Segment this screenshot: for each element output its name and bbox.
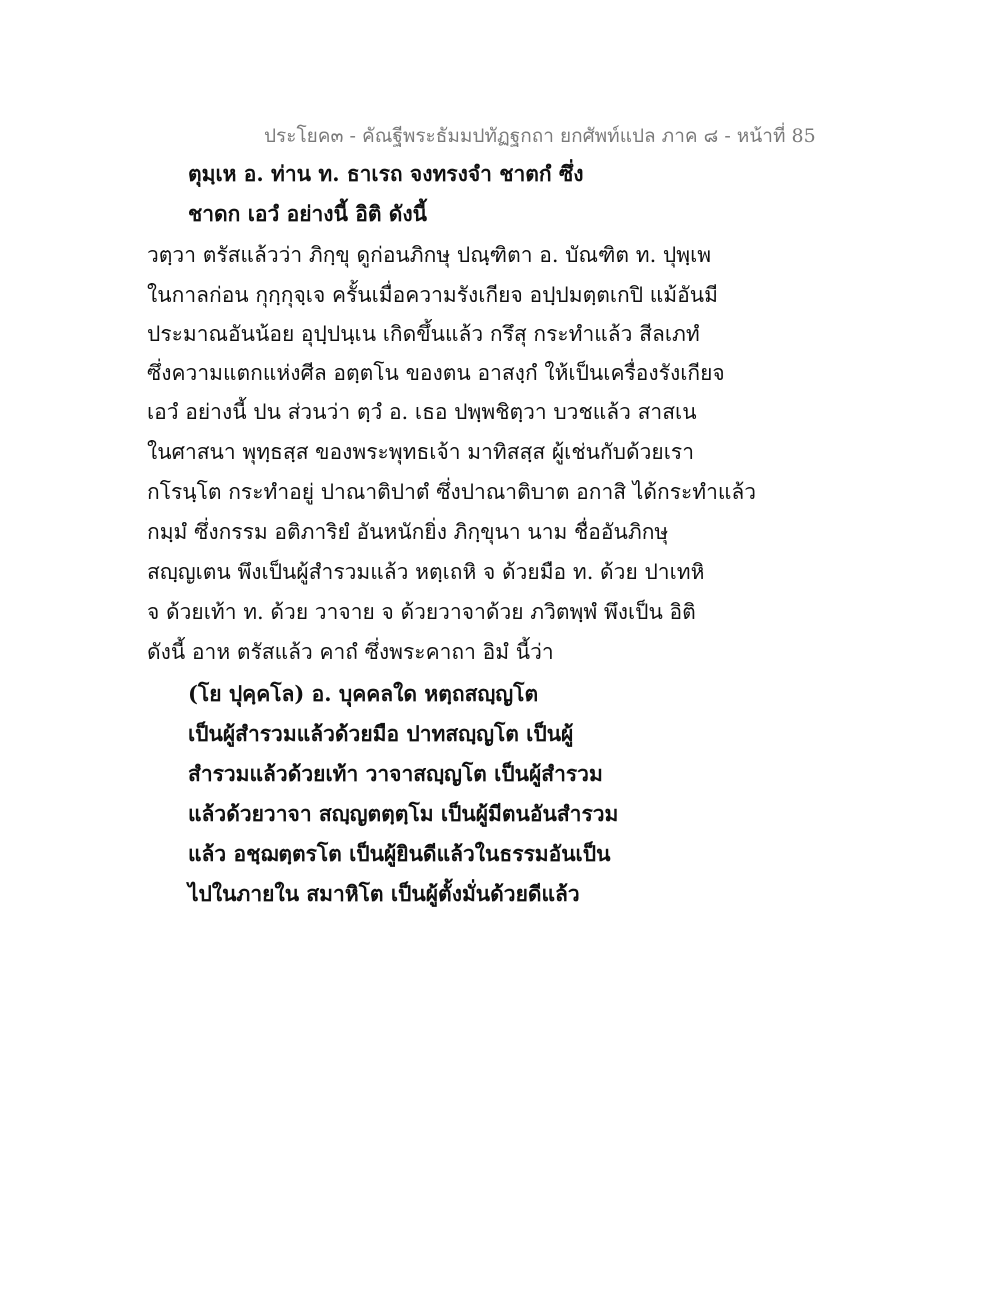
body-text-line: จ ด้วยเท้า ท. ด้วย วาจาย จ ด้วยวาจาด้วย ภวิตพฺพํ พึงเป็น อิติ [147,600,696,624]
verse-intro-line: ตุมฺเห อ. ท่าน ท. ธาเรถ จงทรงจำ ชาตกํ ซึ่ง [188,161,584,186]
body-text-line: วตฺวา ตรัสแล้วว่า ภิกฺขุ ดูก่อนภิกษุ ปณฺฑิตา อ. บัณฑิต ท. ปุพฺเพ [147,243,712,267]
body-text-line: ซึ่งความแตกแห่งศีล อตฺตโน ของตน อาสงฺกํ ให้เป็นเครื่องรังเกียจ [147,361,725,385]
body-text-line: ประมาณอันน้อย อุปฺปนฺเน เกิดขึ้นแล้ว กรึสุ กระทำแล้ว สีลเภทํ [147,322,700,346]
running-header: ประโยค๓ - คัณฐีพระธัมมปทัฏฐกถา ยกศัพท์แปล ภาค ๘ - หน้าที่ 85 [264,125,816,147]
body-text-line: ในศาสนา พุทฺธสฺส ของพระพุทธเจ้า มาทิสสฺส ผู้เช่นกับด้วยเรา [147,440,694,464]
body-text-line: กโรนฺโต กระทำอยู่ ปาณาติปาตํ ซึ่งปาณาติบาต อกาสิ ได้กระทำแล้ว [147,480,757,504]
verse-intro-line: ชาดก เอวํ อย่างนี้ อิติ ดังนี้ [188,201,428,226]
body-text-line: กมฺมํ ซึ่งกรรม อติภาริยํ อันหนักยิ่ง ภิกฺขุนา นาม ชื่ออันภิกษุ [147,520,669,544]
body-text-line: เอวํ อย่างนี้ ปน ส่วนว่า ตฺวํ อ. เธอ ปพฺพชิตฺวา บวชแล้ว สาสเน [147,400,697,424]
body-text-line: ในกาลก่อน กุกฺกุจฺเจ ครั้นเมื่อความรังเกียจ อปฺปมตฺตเกปิ แม้อันมี [147,283,718,307]
verse-line: ไปในภายใน สมาหิโต เป็นผู้ตั้งมั่นด้วยดีแล้ว [188,881,580,906]
verse-line: สำรวมแล้วด้วยเท้า วาจาสญฺญโต เป็นผู้สำรวม [188,761,603,786]
body-text-line: ดังนี้ อาห ตรัสแล้ว คาถํ ซึ่งพระคาถา อิมํ นี้ว่า [147,640,554,664]
body-text-line: สญฺญเตน พึงเป็นผู้สำรวมแล้ว หตฺเถหิ จ ด้วยมือ ท. ด้วย ปาเทหิ [147,560,705,584]
verse-line: แล้ว อชฺฌตฺตรโต เป็นผู้ยินดีแล้วในธรรมอันเป็น [188,841,611,866]
verse-line: แล้วด้วยวาจา สญฺญตตฺตฺโม เป็นผู้มีตนอันสำรวม [188,801,619,826]
verse-line: (โย ปุคฺคโล) อ. บุคคลใด หตฺถสญฺญโต [188,681,539,706]
verse-line: เป็นผู้สำรวมแล้วด้วยมือ ปาทสญฺญโต เป็นผู้ [188,721,574,746]
